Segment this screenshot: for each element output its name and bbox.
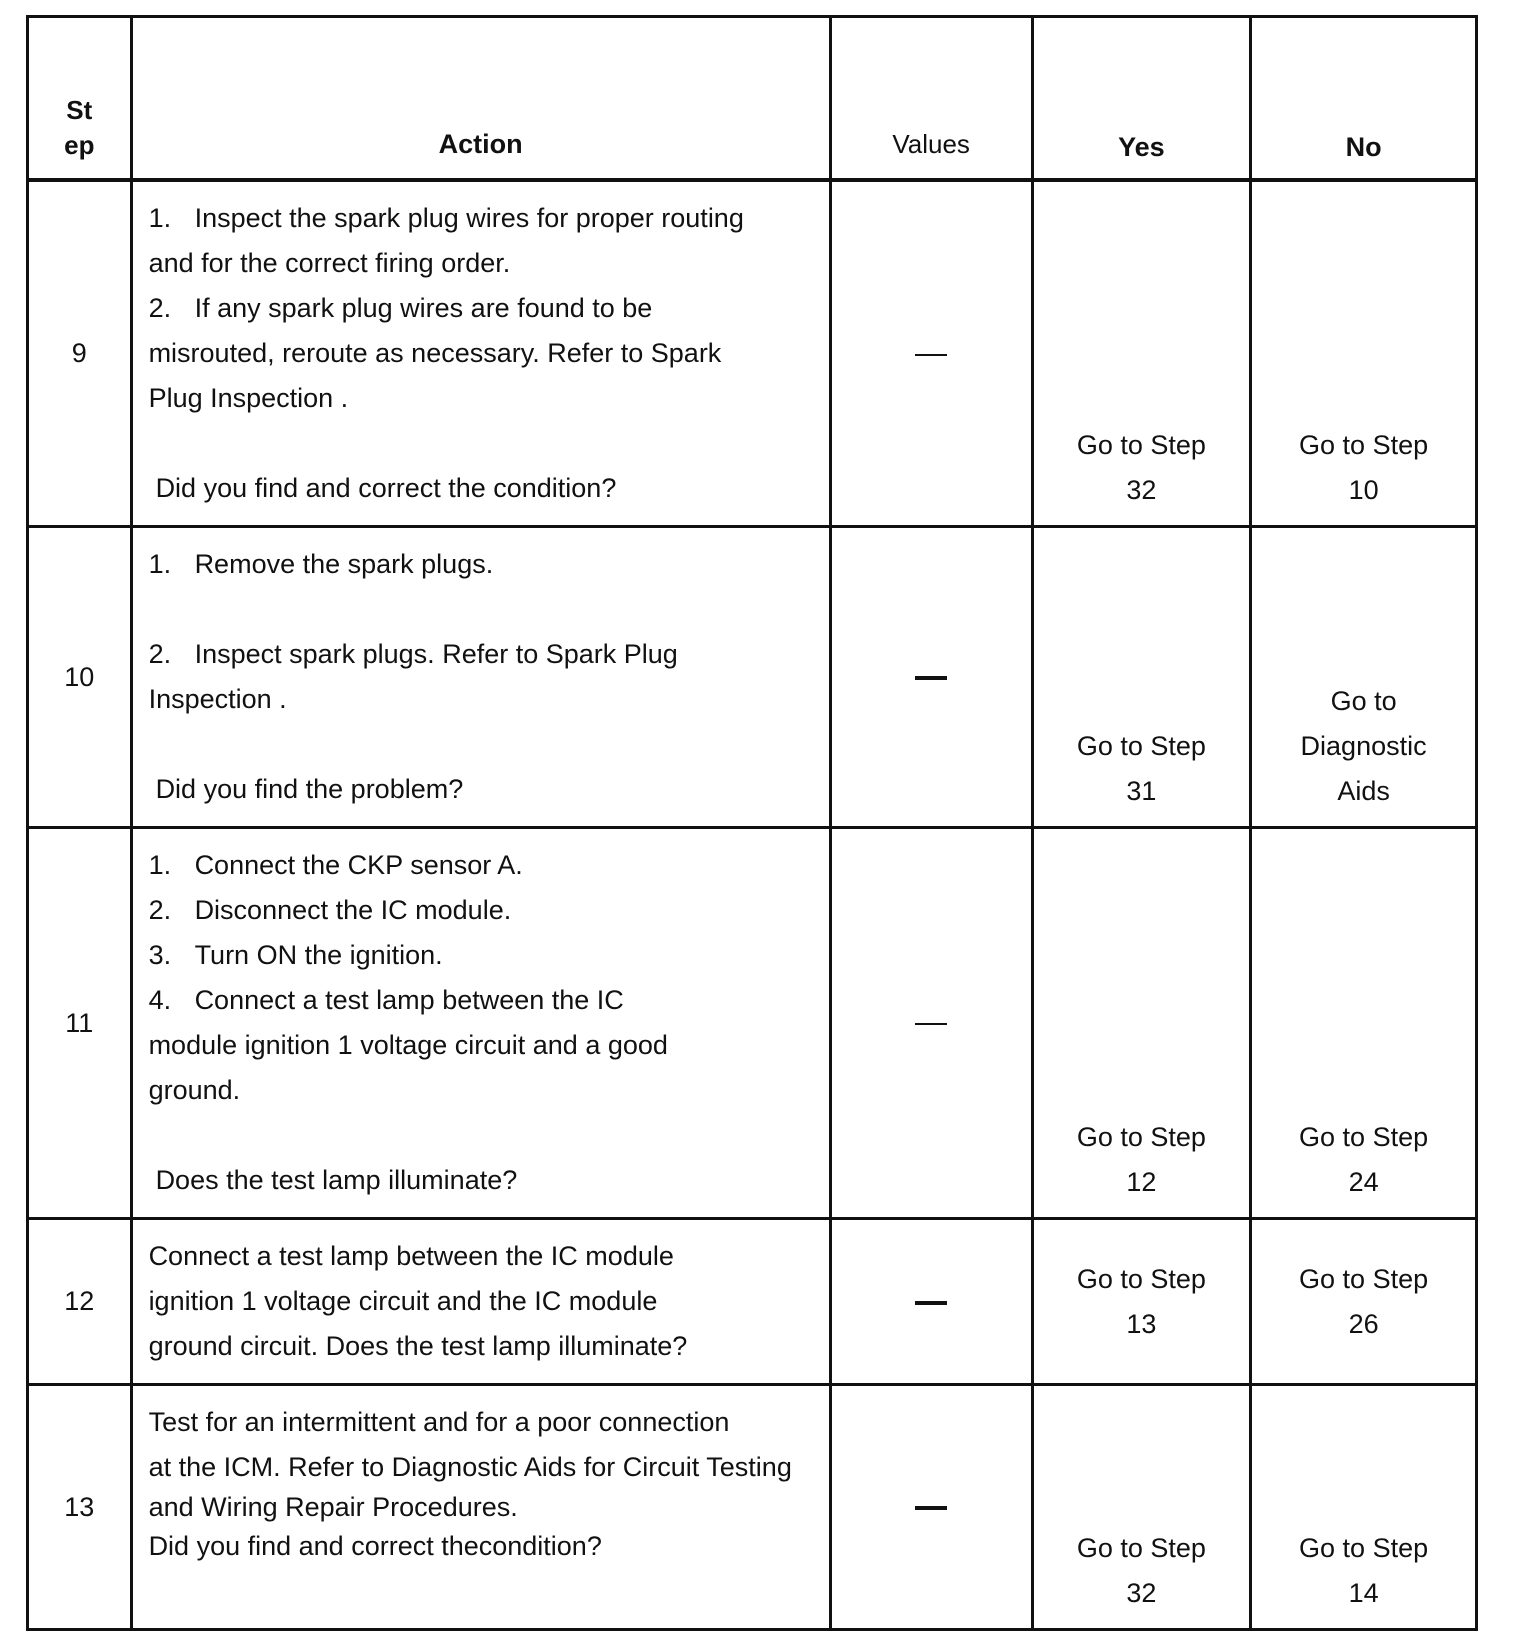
item-text: Connect the CKP sensor A. — [194, 850, 523, 880]
item-number: 1. — [148, 203, 172, 233]
no-text: Diagnostic — [1300, 731, 1427, 761]
action-text: Did you find and correct thecondition? — [148, 1531, 602, 1561]
step-number: 11 — [28, 828, 132, 1219]
yes-cell — [1032, 1219, 1251, 1385]
step-number: 9 — [28, 180, 132, 527]
yes-step: 13 — [1126, 1308, 1157, 1339]
item-text: misrouted, reroute as necessary. Refer to Spark — [148, 338, 722, 368]
header-values: Values — [830, 17, 1032, 181]
action-cell — [131, 828, 830, 1219]
step-number: 13 — [28, 1385, 132, 1630]
question: Did you find and correct the condition? — [155, 473, 617, 503]
dash-value — [915, 1301, 947, 1305]
item-text: Inspection . — [148, 684, 287, 714]
header-step-line2: ep — [64, 130, 95, 160]
no-cell — [1251, 828, 1477, 1219]
table-row — [28, 1219, 1477, 1385]
item-text: Remove the spark plugs. — [194, 549, 494, 579]
dash-value — [915, 354, 947, 356]
item-number: 2. — [148, 639, 172, 669]
item-text: Connect a test lamp between the IC — [194, 985, 624, 1015]
item-number: 1. — [148, 850, 172, 880]
header-no: No — [1251, 17, 1477, 181]
no-cell — [1251, 527, 1477, 828]
values-cell — [830, 527, 1032, 828]
item-text: Disconnect the IC module. — [194, 895, 512, 925]
action-item — [149, 196, 809, 241]
dash-value — [915, 1506, 947, 1510]
yes-text: Go to Step — [1076, 1263, 1206, 1294]
header-row — [28, 17, 1477, 181]
item-number: 1. — [148, 549, 172, 579]
values-cell — [830, 1219, 1032, 1385]
action-item — [149, 978, 809, 1023]
no-step: 26 — [1348, 1308, 1379, 1339]
yes-step: 12 — [1126, 1167, 1157, 1197]
yes-text: Go to Step — [1076, 1533, 1206, 1563]
action-item — [149, 632, 809, 677]
no-step: 14 — [1348, 1578, 1379, 1608]
no-text: Go to Step — [1299, 1122, 1429, 1152]
header-step — [28, 17, 132, 181]
step-number: 12 — [28, 1219, 132, 1385]
item-text: module ignition 1 voltage circuit and a good — [148, 1030, 668, 1060]
no-text: Go to Step — [1299, 1263, 1429, 1294]
yes-cell — [1032, 527, 1251, 828]
dash-value — [915, 676, 947, 680]
table-row — [28, 527, 1477, 828]
item-number: 3. — [148, 940, 172, 970]
action-item — [149, 933, 809, 978]
question: Does the test lamp illuminate? — [155, 1165, 518, 1195]
action-cell — [131, 180, 830, 527]
no-cell — [1251, 1219, 1477, 1385]
yes-cell — [1032, 1385, 1251, 1630]
action-text: ignition 1 voltage circuit and the IC module — [148, 1286, 658, 1316]
action-item — [149, 542, 809, 587]
header-yes: Yes — [1032, 17, 1251, 181]
item-text: Inspect the spark plug wires for proper routing — [194, 203, 744, 233]
table-row — [28, 1385, 1477, 1630]
action-item — [149, 286, 809, 331]
item-text: Turn ON the ignition. — [194, 940, 443, 970]
dash-value — [915, 1023, 947, 1025]
yes-cell — [1032, 180, 1251, 527]
action-item — [149, 843, 809, 888]
item-text: If any spark plug wires are found to be — [194, 293, 653, 323]
no-text: Go to Step — [1299, 1533, 1429, 1563]
step-number: 10 — [28, 527, 132, 828]
action-text: at the ICM. Refer to Diagnostic Aids for Circuit Testing — [148, 1452, 792, 1482]
values-cell — [830, 828, 1032, 1219]
no-step: 24 — [1348, 1167, 1379, 1197]
yes-text: Go to Step — [1076, 1122, 1206, 1152]
no-cell — [1251, 1385, 1477, 1630]
action-cell — [131, 1385, 830, 1630]
header-step-line1: St — [66, 95, 93, 125]
diagnostic-table — [26, 15, 1478, 1631]
no-text: Aids — [1337, 776, 1390, 806]
yes-step: 32 — [1126, 1578, 1157, 1608]
action-item — [149, 888, 809, 933]
no-text: Go to — [1330, 686, 1397, 716]
header-action: Action — [131, 17, 830, 181]
yes-text: Go to Step — [1076, 430, 1206, 460]
table-row — [28, 180, 1477, 527]
values-cell — [830, 180, 1032, 527]
item-number: 2. — [148, 895, 172, 925]
item-number: 2. — [148, 293, 172, 323]
item-text: Inspect spark plugs. Refer to Spark Plug — [194, 639, 678, 669]
action-cell — [131, 1219, 830, 1385]
action-text: and Wiring Repair Procedures. — [148, 1492, 518, 1522]
yes-step: 31 — [1126, 776, 1157, 806]
yes-cell — [1032, 828, 1251, 1219]
action-cell — [131, 527, 830, 828]
action-text: Connect a test lamp between the IC module — [148, 1241, 674, 1271]
action-text: ground circuit. Does the test lamp illuminate? — [148, 1331, 688, 1361]
no-text: Go to Step — [1299, 430, 1429, 460]
item-text: Plug Inspection . — [148, 383, 349, 413]
table-row — [28, 828, 1477, 1219]
question: Did you find the problem? — [155, 774, 464, 804]
yes-step: 32 — [1126, 475, 1157, 505]
item-text: and for the correct firing order. — [148, 248, 511, 278]
no-step: 10 — [1348, 475, 1379, 505]
action-text: Test for an intermittent and for a poor connection — [148, 1407, 730, 1437]
no-cell — [1251, 180, 1477, 527]
item-text: ground. — [148, 1075, 241, 1105]
values-cell — [830, 1385, 1032, 1630]
yes-text: Go to Step — [1076, 731, 1206, 761]
item-number: 4. — [148, 985, 172, 1015]
